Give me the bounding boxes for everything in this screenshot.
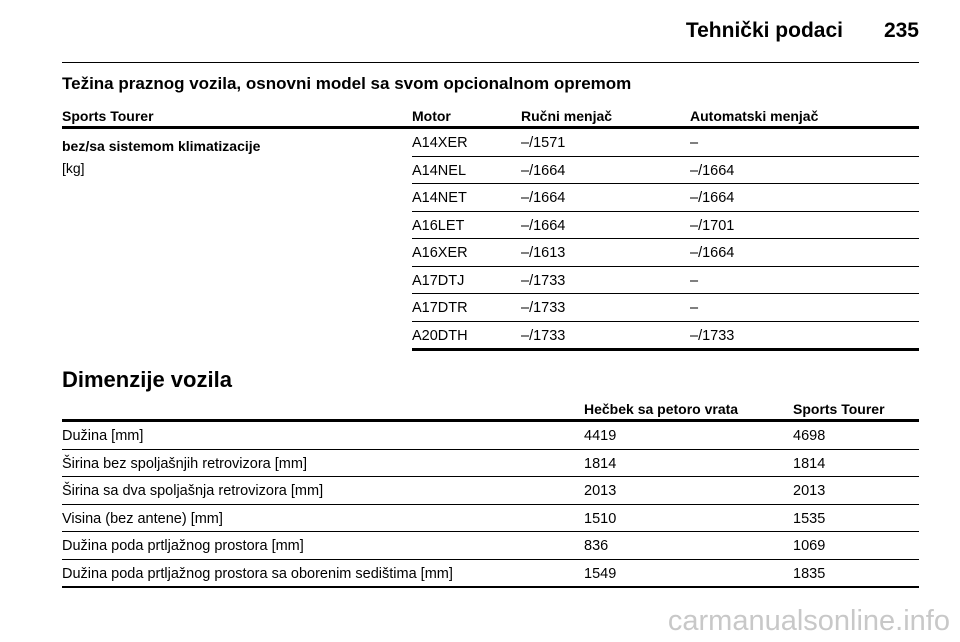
table-row bbox=[62, 505, 919, 533]
table-row bbox=[412, 294, 919, 322]
table-cell: 4419 bbox=[584, 428, 617, 444]
column-header: Sports Tourer bbox=[793, 401, 885, 417]
table-cell: –/1664 bbox=[521, 162, 566, 179]
table-cell: 2013 bbox=[793, 483, 826, 499]
table-cell: –/1733 bbox=[521, 327, 566, 344]
table-row bbox=[62, 560, 919, 589]
table-row bbox=[412, 157, 919, 185]
column-header: Sports Tourer bbox=[62, 108, 154, 124]
table-cell: Visina (bez antene) [mm] bbox=[62, 510, 223, 527]
column-header: Hečbek sa petoro vrata bbox=[584, 401, 739, 417]
table-cell: –/1664 bbox=[521, 217, 566, 234]
table-cell: A14NEL bbox=[412, 162, 467, 179]
table-cell: Dužina [mm] bbox=[62, 428, 144, 444]
table-cell: – bbox=[690, 300, 699, 316]
column-header: Automatski menjač bbox=[690, 108, 819, 124]
table-cell: –/1664 bbox=[521, 190, 566, 206]
table-row bbox=[412, 212, 919, 240]
table-cell: 2013 bbox=[584, 483, 617, 499]
weight-table-header bbox=[62, 103, 919, 129]
table-cell: A14XER bbox=[412, 135, 468, 151]
page-header bbox=[62, 0, 919, 63]
table-cell: A17DTR bbox=[412, 300, 468, 316]
table-cell: –/1664 bbox=[690, 245, 735, 261]
table-cell: 1069 bbox=[793, 538, 826, 554]
column-header: Motor bbox=[412, 108, 451, 124]
table-row bbox=[412, 184, 919, 212]
dimensions-table-header bbox=[62, 397, 919, 422]
table-cell: 1549 bbox=[584, 565, 617, 582]
watermark: carmanualsonline.info bbox=[667, 605, 950, 637]
table-cell: 1814 bbox=[793, 455, 826, 472]
dimensions-table-body bbox=[62, 422, 919, 588]
weight-table-body bbox=[412, 129, 919, 351]
table-cell: – bbox=[690, 272, 699, 289]
table-cell: 1535 bbox=[793, 510, 826, 527]
table-cell: A17DTJ bbox=[412, 272, 465, 289]
table-cell: Dužina poda prtljažnog prostora sa oborenim sedištima [mm] bbox=[62, 565, 453, 582]
table-row bbox=[62, 477, 919, 505]
section-title: Tehnički podaci bbox=[685, 19, 843, 42]
column-header: Ručni menjač bbox=[521, 108, 613, 124]
table-cell: 4698 bbox=[793, 428, 826, 444]
dimensions-table bbox=[62, 397, 919, 588]
table-cell: –/1733 bbox=[690, 327, 735, 344]
table-row bbox=[62, 450, 919, 478]
weight-table-title: Težina praznog vozila, osnovni model sa svom opcionalnom opremom bbox=[62, 74, 632, 93]
dimensions-title: Dimenzije vozila bbox=[62, 367, 232, 392]
table-cell: Širina sa dva spoljašnja retrovizora [mm] bbox=[62, 483, 324, 499]
table-row bbox=[412, 129, 919, 157]
table-cell: – bbox=[690, 135, 699, 151]
table-cell: –/1701 bbox=[690, 217, 735, 234]
weight-table bbox=[62, 103, 919, 344]
row-label: bez/sa sistemom klimatizacije bbox=[62, 138, 261, 154]
table-cell: –/1613 bbox=[521, 245, 566, 261]
table-row bbox=[412, 267, 919, 295]
table-cell: 1510 bbox=[584, 510, 617, 527]
table-cell: –/1664 bbox=[690, 162, 735, 179]
table-row bbox=[412, 322, 919, 352]
table-row bbox=[62, 422, 919, 450]
table-row bbox=[62, 532, 919, 560]
table-cell: A14NET bbox=[412, 190, 467, 206]
table-cell: –/1664 bbox=[690, 190, 735, 206]
table-cell: 1814 bbox=[584, 455, 617, 472]
table-cell: –/1733 bbox=[521, 300, 566, 316]
table-cell: –/1733 bbox=[521, 272, 566, 289]
table-cell: A20DTH bbox=[412, 327, 468, 344]
page-number: 235 bbox=[883, 19, 919, 42]
table-cell: –/1571 bbox=[521, 135, 566, 151]
table-cell: Dužina poda prtljažnog prostora [mm] bbox=[62, 538, 304, 554]
unit-label: [kg] bbox=[62, 160, 85, 176]
table-cell: A16XER bbox=[412, 245, 468, 261]
table-cell: 836 bbox=[584, 538, 609, 554]
table-cell: 1835 bbox=[793, 565, 826, 582]
table-row bbox=[412, 239, 919, 267]
table-cell: Širina bez spoljašnjih retrovizora [mm] bbox=[62, 455, 307, 472]
table-cell: A16LET bbox=[412, 217, 465, 234]
